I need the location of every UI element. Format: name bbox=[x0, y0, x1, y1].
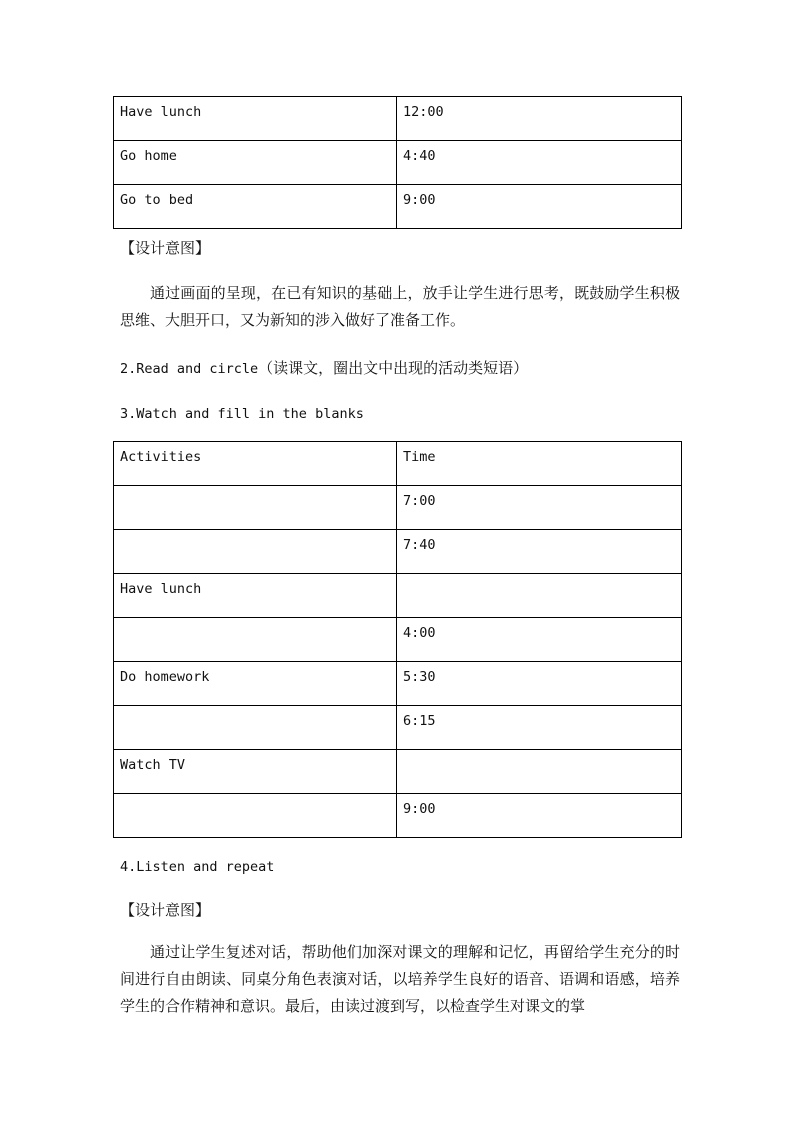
table-cell-activity: Go to bed bbox=[114, 185, 397, 229]
design-intent-heading: 【设计意图】 bbox=[120, 239, 211, 257]
design-intent-paragraph: 通过让学生复述对话，帮助他们加深对课文的理解和记忆，再留给学生充分的时间进行自由朗读、同桌分角色表演对话，以培养学生良好的语音、语调和语感，培养学生的合作精神和意识。最后，由读过渡到写，以检查学生对课文的掌 bbox=[120, 943, 680, 1015]
table-cell-time bbox=[397, 574, 682, 618]
schedule-table-top bbox=[113, 96, 682, 229]
table-cell-activity: Have lunch bbox=[114, 97, 397, 141]
step-listen-and-repeat bbox=[120, 856, 274, 877]
table-cell-activity bbox=[114, 706, 397, 750]
fill-blanks-table bbox=[113, 441, 682, 838]
column-header-time: Time bbox=[397, 442, 682, 486]
table-row bbox=[114, 794, 682, 838]
table-cell-time: 4:00 bbox=[397, 618, 682, 662]
step-title-zh: （读课文，圈出文中出现的活动类短语） bbox=[258, 359, 529, 377]
design-intent-paragraph: 通过画面的呈现，在已有知识的基础上，放手让学生进行思考，既鼓励学生积极思维、大胆开口，又为新知的涉入做好了准备工作。 bbox=[120, 284, 680, 329]
step-title-en: 4.Listen and repeat bbox=[120, 859, 275, 875]
step-title-en: 3.Watch and fill in the blanks bbox=[120, 406, 364, 422]
table-row bbox=[114, 706, 682, 750]
table-cell-time: 7:00 bbox=[397, 486, 682, 530]
table-cell-activity bbox=[114, 618, 397, 662]
table-row bbox=[114, 185, 682, 229]
table-cell-time: 6:15 bbox=[397, 706, 682, 750]
table-cell-time: 12:00 bbox=[397, 97, 682, 141]
design-intent-heading: 【设计意图】 bbox=[120, 901, 211, 919]
column-header-activities: Activities bbox=[114, 442, 397, 486]
step-watch-and-fill bbox=[120, 403, 364, 424]
table-cell-activity: Have lunch bbox=[114, 574, 397, 618]
table-cell-time: 9:00 bbox=[397, 794, 682, 838]
table-cell-time: 9:00 bbox=[397, 185, 682, 229]
table-row bbox=[114, 750, 682, 794]
table-cell-time bbox=[397, 750, 682, 794]
table-cell-activity bbox=[114, 794, 397, 838]
table-cell-activity: Go home bbox=[114, 141, 397, 185]
table-cell-time: 5:30 bbox=[397, 662, 682, 706]
table-row bbox=[114, 574, 682, 618]
table-header-row bbox=[114, 442, 682, 486]
step-read-and-circle bbox=[120, 358, 528, 379]
table-row bbox=[114, 530, 682, 574]
table-cell-time: 4:40 bbox=[397, 141, 682, 185]
table-row bbox=[114, 97, 682, 141]
table-cell-activity bbox=[114, 530, 397, 574]
table-cell-activity bbox=[114, 486, 397, 530]
table-cell-activity: Do homework bbox=[114, 662, 397, 706]
table-row bbox=[114, 486, 682, 530]
table-cell-activity: Watch TV bbox=[114, 750, 397, 794]
table-cell-time: 7:40 bbox=[397, 530, 682, 574]
table-row bbox=[114, 618, 682, 662]
table-row bbox=[114, 141, 682, 185]
table-row bbox=[114, 662, 682, 706]
step-title-en: 2.Read and circle bbox=[120, 361, 259, 377]
